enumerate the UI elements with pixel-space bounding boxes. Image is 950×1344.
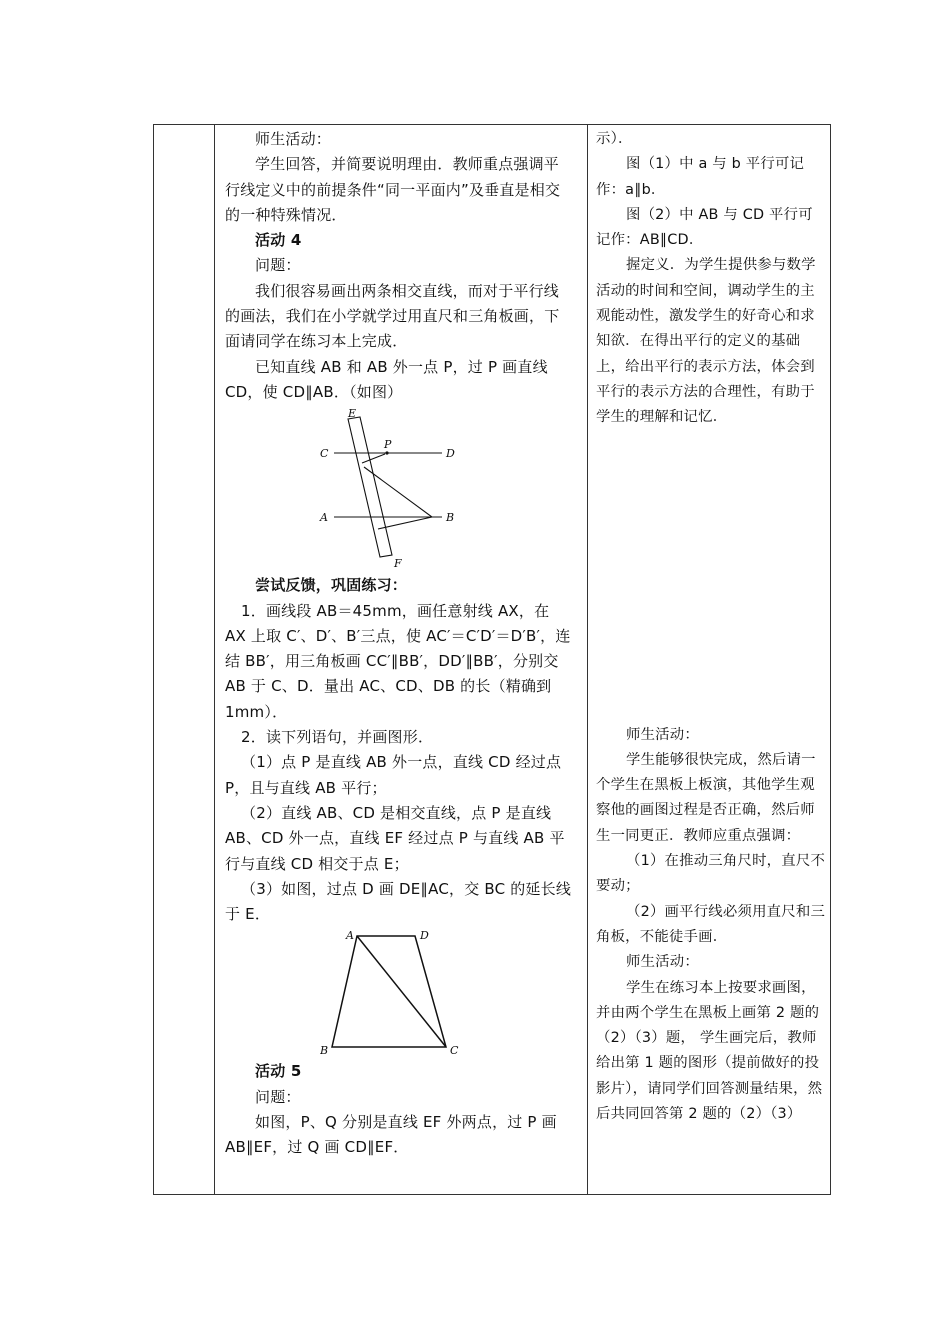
label-C: C xyxy=(319,447,328,461)
paragraph: 2．读下列语句，并画图形． xyxy=(241,728,434,747)
paragraph: 1．画线段 AB＝45mm，画任意射线 AX，在 AX 上取 C′、D′、B′三点，使 AC′＝C′D′＝D′B′，连结 BB′，用三角板画 CC′∥BB′，DD′∥BB′，分别交 AB 于 C、D．量出 AC、CD、DB 的长（精确到 1mm）． xyxy=(225,601,571,721)
note-paragraph: 示）． xyxy=(596,131,633,147)
note-paragraph: （1）在推动三角尺时，直尺不要动； xyxy=(596,853,826,895)
label-A: A xyxy=(319,511,328,525)
label-B: B xyxy=(319,1044,328,1058)
label-F: F xyxy=(393,557,402,571)
paragraph: 如图，P、Q 分别是直线 EF 外两点，过 P 画 AB∥EF，过 Q 画 CD∥EF． xyxy=(225,1113,557,1157)
label-D: D xyxy=(419,929,429,943)
blank-space xyxy=(596,431,826,723)
paragraph: （3）如图，过点 D 画 DE∥AC，交 BC 的延长线于 E． xyxy=(225,879,572,924)
paragraph: 已知直线 AB 和 AB 外一点 P，过 P 画直线 CD，使 CD∥AB．（如图） xyxy=(225,357,548,401)
note-paragraph: 师生活动： xyxy=(626,726,699,743)
section-heading: 尝试反馈，巩固练习： xyxy=(255,576,408,595)
design-intent-column xyxy=(591,125,831,1194)
label-C: C xyxy=(449,1044,458,1058)
paragraph: 师生活动： xyxy=(255,130,332,148)
section-heading: 活动 5 xyxy=(255,1062,302,1081)
column-divider xyxy=(214,125,215,1194)
paragraph: 问题： xyxy=(255,1087,301,1106)
section-heading: 活动 4 xyxy=(255,231,302,250)
paragraph: （2）直线 AB、CD 是相交直线，点 P 是直线 AB、CD 外一点，直线 EF 经过点 P 与直线 AB 平行与直线 CD 相交于点 E； xyxy=(225,803,565,873)
note-paragraph: 学生能够很快完成，然后请一个学生在黑板上板演，其他学生观察他的画图过程是否正确，然后师生一同更正．教师应重点强调： xyxy=(596,751,816,844)
note-paragraph: 图（2）中 AB 与 CD 平行可记作：AB∥CD． xyxy=(596,206,813,249)
note-paragraph: （2）画平行线必须用直尺和三角板，不能徒手画． xyxy=(596,903,826,945)
paragraph: 学生回答，并简要说明理由．教师重点强调平行线定义中的前提条件“同一平面内”及垂直是相交的一种特殊情况． xyxy=(225,155,561,224)
note-paragraph: 图（1）中 a 与 b 平行可记作：a∥b． xyxy=(596,156,805,198)
paragraph: 问题： xyxy=(255,256,301,275)
lesson-table xyxy=(153,124,831,1195)
ruler-triangle-figure xyxy=(310,405,490,573)
activity-column xyxy=(218,125,582,1194)
label-E: E xyxy=(347,407,356,421)
label-B: B xyxy=(445,511,454,525)
label-A: A xyxy=(345,929,354,943)
column-divider xyxy=(587,125,588,1194)
label-D: D xyxy=(445,447,455,461)
trapezoid-figure xyxy=(320,927,480,1059)
note-paragraph: 师生活动： xyxy=(626,954,699,971)
note-paragraph: 学生在练习本上按要求画图，并由两个学生在黑板上画第 2 题的（2）（3）题， 学生画完后，教师给出第 1 题的图形（提前做好的投影片），请同学们回答测量结果，然后共同回答第 2 题的（2）（3） xyxy=(596,979,823,1123)
paragraph: 我们很容易画出两条相交直线，而对于平行线的画法，我们在小学就学过用直尺和三角板画，下面请同学在练习本上完成． xyxy=(225,281,560,351)
note-paragraph: 握定义．为学生提供参与数学活动的时间和空间，调动学生的主观能动性，激发学生的好奇心和求知欲．在得出平行的定义的基础上，给出平行的表示方法，体会到平行的表示方法的合理性，有助于学生的理解和记忆． xyxy=(596,257,816,426)
paragraph: （1）点 P 是直线 AB 外一点，直线 CD 经过点 P，且与直线 AB 平行； xyxy=(225,753,562,797)
label-P: P xyxy=(383,438,391,452)
